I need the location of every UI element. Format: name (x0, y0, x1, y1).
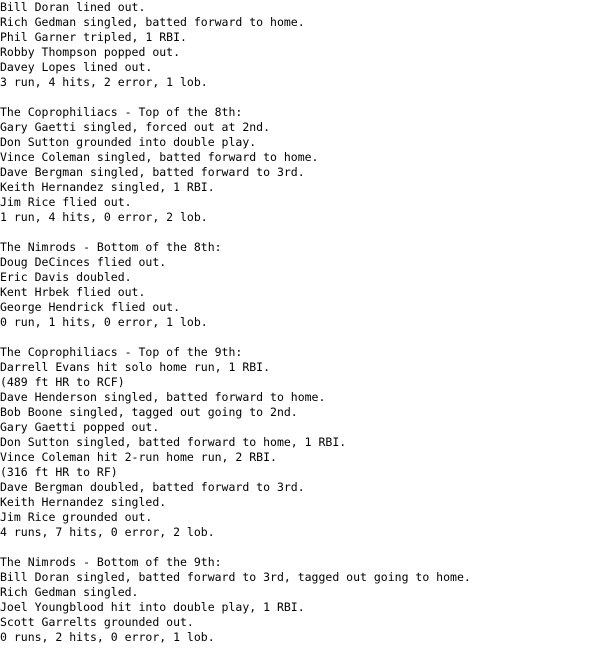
log-line: 0 runs, 2 hits, 0 error, 1 lob. (0, 630, 215, 644)
log-line: Bill Doran singled, batted forward to 3rd, tagged out going to home. (0, 570, 471, 584)
log-line: Jim Rice flied out. (0, 195, 132, 209)
log-line: Gary Gaetti singled, forced out at 2nd. (0, 120, 271, 134)
log-line: Dave Bergman doubled, batted forward to 3rd. (0, 480, 305, 494)
log-line: Vince Coleman hit 2-run home run, 2 RBI. (0, 450, 277, 464)
log-line: Keith Hernandez singled. (0, 495, 167, 509)
log-line: 0 run, 1 hits, 0 error, 1 lob. (0, 315, 208, 329)
log-line: Rich Gedman singled, batted forward to home. (0, 15, 305, 29)
log-line: The Coprophiliacs - Top of the 9th: (0, 345, 243, 359)
log-line: Kent Hrbek flied out. (0, 285, 146, 299)
log-line: Don Sutton singled, batted forward to home, 1 RBI. (0, 435, 347, 449)
log-line: Doug DeCinces flied out. (0, 255, 167, 269)
log-line: (316 ft HR to RF) (0, 465, 118, 479)
log-line: (489 ft HR to RCF) (0, 375, 125, 389)
log-line: The Nimrods - Bottom of the 8th: (0, 240, 222, 254)
log-line: Vince Coleman singled, batted forward to home. (0, 150, 319, 164)
log-line: Jim Rice grounded out. (0, 510, 153, 524)
log-line: Eric Davis doubled. (0, 270, 132, 284)
log-line: The Coprophiliacs - Top of the 8th: (0, 105, 243, 119)
log-line: Dave Henderson singled, batted forward to home. (0, 390, 326, 404)
log-line: Gary Gaetti popped out. (0, 420, 160, 434)
log-line: Davey Lopes lined out. (0, 60, 153, 74)
log-line: Rich Gedman singled. (0, 585, 139, 599)
log-line: The Nimrods - Bottom of the 9th: (0, 555, 222, 569)
log-line: Bob Boone singled, tagged out going to 2nd. (0, 405, 298, 419)
log-line: Darrell Evans hit solo home run, 1 RBI. (0, 360, 271, 374)
log-line: Phil Garner tripled, 1 RBI. (0, 30, 187, 44)
log-line: Keith Hernandez singled, 1 RBI. (0, 180, 215, 194)
log-line: Bill Doran lined out. (0, 0, 146, 14)
log-line: Joel Youngblood hit into double play, 1 RBI. (0, 600, 305, 614)
log-line: Dave Bergman singled, batted forward to 3rd. (0, 165, 305, 179)
log-line: 4 runs, 7 hits, 0 error, 2 lob. (0, 525, 215, 539)
log-line: Scott Garrelts grounded out. (0, 615, 194, 629)
log-line: Don Sutton grounded into double play. (0, 135, 257, 149)
log-line: 3 run, 4 hits, 2 error, 1 lob. (0, 75, 208, 89)
log-line: Robby Thompson popped out. (0, 45, 181, 59)
log-line: 1 run, 4 hits, 0 error, 2 lob. (0, 210, 208, 224)
log-line: George Hendrick flied out. (0, 300, 181, 314)
